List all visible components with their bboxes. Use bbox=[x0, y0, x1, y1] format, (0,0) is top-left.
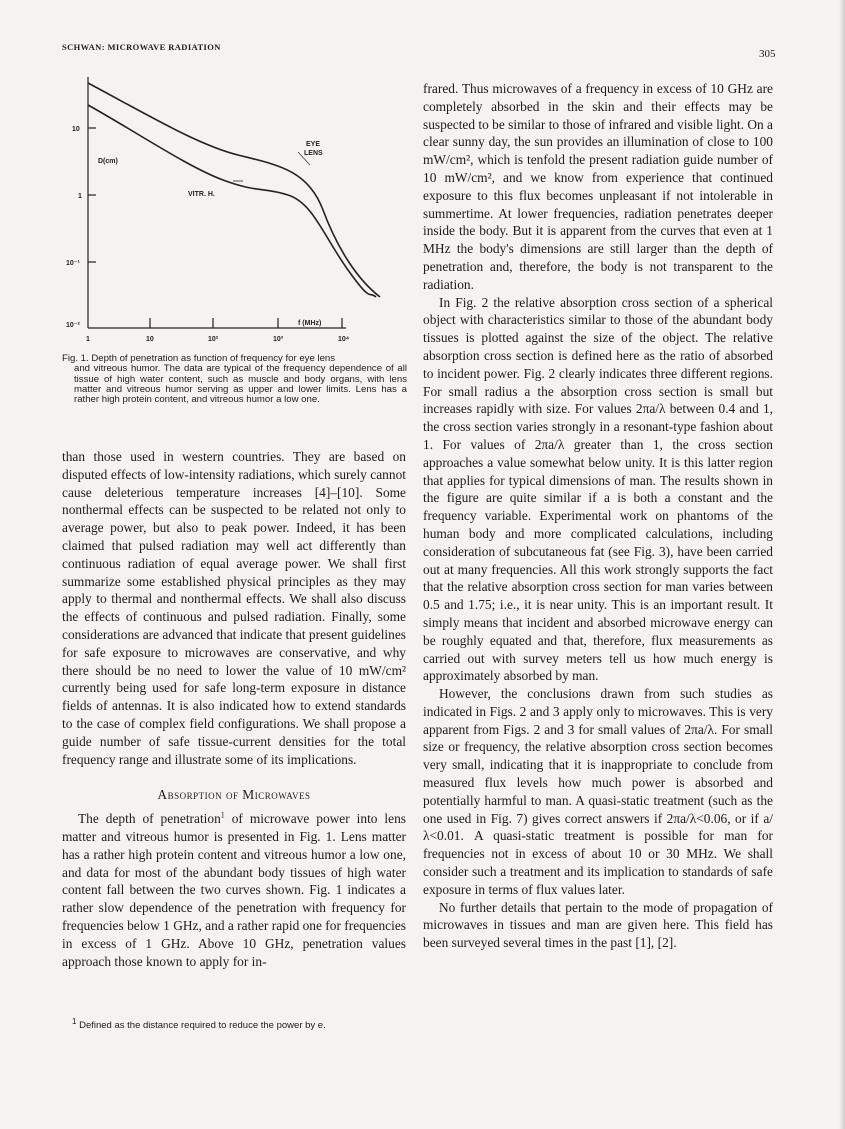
left-paragraph-2 bbox=[62, 810, 406, 970]
section-heading: Absorption of Microwaves bbox=[157, 787, 311, 803]
x-tick-1: 1 bbox=[86, 336, 90, 343]
x-tick-10-2: 10² bbox=[208, 336, 219, 343]
vitreous-humor-curve bbox=[88, 105, 376, 297]
right-column bbox=[423, 80, 773, 952]
right-paragraph-3: However, the conclusions drawn from such studies as indicated in Figs. 2 and 3 apply only to microwaves. This is very apparent from Figs. 2 and 3 for small values of 2πa/λ. For small size or frequency, the relative absorption cross section becomes very small, indicating that it is inappropriate to conclude from measured flux levels how much power is absorbed and potentially harmful to man. A quasi-static treatment (such as the one used in Fig. 7) gives correct answers if 2πa/λ<0.06, or if a/λ<0.01. A quasi-static treatment is possible for man for frequencies not in excess of about 10 or 30 MHz. We shall consider such a treatment and its implication to standards of safe exposure in terms of flux values later. bbox=[423, 686, 773, 897]
right-paragraph-4: No further details that pertain to the mode of propagation of microwaves in tissues and man are given here. This field has been surveyed several times in the past [1], [2]. bbox=[423, 899, 773, 951]
y-tick-10-1: 10⁻¹ bbox=[66, 260, 80, 267]
running-head: SCHWAN: MICROWAVE RADIATION bbox=[62, 42, 221, 52]
right-paragraph-2: In Fig. 2 the relative absorption cross section of a spherical object with characteristics similar to those of the abundant body tissues is plotted against the size of the object. The relative absorption cross section is defined here as the ratio of absorbed to incident power. Fig. 2 clearly indicates three different regions. For small radius a the absorption cross section is small but increases rapidly with size. For values 2πa/λ between 0.4 and 1, the cross section varies strongly in a resonant-type fashion about 1. For values of 2πa/λ greater than 1, the cross section approaches a value somewhat below unity. It is this latter region that applies for typical dimensions of man. The results shown in the figure are quite similar if a is both a constant and the frequency variable. Experimental work on phantoms of the human body and more complicated calculations, including consideration of subcutaneous fat (see Fig. 3), have been carried out at many frequencies. All this work strongly supports the fact that the relative absorption cross section for man varies between 0.5 and 1.75; i.e., it is near unity. This is an important result. It simply means that incident and absorbed microwave energy can be roughly equated and that, therefore, flux measurements as carried out with survey meters tell us how much energy is approximately absorbed by man. bbox=[423, 294, 773, 684]
eye-label: EYE bbox=[306, 141, 321, 148]
x-tick-10-4: 10⁴ bbox=[338, 336, 350, 343]
footnote bbox=[72, 1016, 392, 1031]
y-tick-10-2: 10⁻² bbox=[66, 322, 80, 329]
figure-1 bbox=[58, 75, 408, 350]
page-edge-shadow bbox=[839, 0, 845, 1129]
p2-start: The depth of penetration bbox=[78, 811, 221, 827]
page-number: 305 bbox=[759, 48, 776, 60]
footnote-text: Defined as the distance required to reduce the power by e. bbox=[76, 1020, 326, 1031]
x-tick-10-3: 10³ bbox=[273, 336, 284, 343]
y-tick-1: 1 bbox=[78, 193, 82, 200]
caption-lead: Fig. 1. Depth of penetration as function of frequency for eye lens bbox=[62, 353, 336, 364]
p2-end: of microwave power into lens matter and vitreous humor is presented in Fig. 1. Lens matter has a rather high protein content and vitreous humor a low one, and data for most of the abundant body tissues of high water content fall between the two curves shown. Fig. 1 indicates a rather slow dependence of the penetration with frequency for frequencies below 1 GHz, and a rather rapid one for frequencies in excess of 1 GHz. Above 10 GHz, penetration values approach those known to apply for in- bbox=[62, 811, 406, 969]
left-column bbox=[62, 448, 406, 970]
y-tick-10: 10 bbox=[72, 126, 80, 133]
caption-rest: and vitreous humor. The data are typical of the frequency dependence of all tissue of high water content, such as muscle and body organs, with lens matter and vitreous humor serving as upper and lower limits. Lens has a rather high protein content, and vitreous humor a low one. bbox=[74, 363, 407, 406]
penetration-depth-plot bbox=[58, 75, 408, 350]
right-paragraph-1: frared. Thus microwaves of a frequency in excess of 10 GHz are completely absorbed in the skin and their effects may be suspected to be similar to those of infrared and visible light. On a clear sunny day, the sun provides an illumination of close to 100 mW/cm², which is tenfold the present radiation guide number of 10 mW/cm², and we know from experience that continued exposure to this flux becomes unpleasant if not intolerable in summertime. At lower frequencies, radiation penetrates deeper inside the body. But it is apparent from the curves that even at 1 MHz the body's dimensions are still larger than the depth of penetration and, therefore, the body is not transparent to the radiation. bbox=[423, 81, 773, 292]
x-axis-label: f (MHz) bbox=[298, 320, 322, 327]
footnote-mark: 1 bbox=[72, 1016, 77, 1026]
vitreous-label: VITR. H. bbox=[188, 191, 215, 198]
footnote-ref: 1 bbox=[220, 810, 225, 820]
figure-caption bbox=[62, 354, 407, 405]
y-axis-label: D(cm) bbox=[98, 158, 118, 165]
x-tick-10: 10 bbox=[146, 336, 154, 343]
lens-label: LENS bbox=[304, 150, 323, 157]
eye-lens-curve bbox=[88, 83, 380, 297]
left-paragraph-1: than those used in western countries. They are based on disputed effects of low-intensity radiations, which surely cannot cause deleterious temperature increases [4]–[10]. Some nonthermal effects can be suspected to be related not only to average power, but also to peak power. Indeed, it has been claimed that pulsed radiation may well act differently than continuous radiation of equal average power. We shall first summarize some established physical principles as they may apply to thermal and nonthermal effects. We shall also discuss the effects of continuous and pulsed radiation. Finally, some considerations are advanced that indicate that present guidelines for safe exposure to microwaves are conservative, and why there should be no need to lower the value of 10 mW/cm² currently being used for safe long-term exposure in distance fields of antennas. It is also indicated how to extend standards to the case of complex field configurations. We shall propose a guide number of safe tissue-current densities for the total frequency range and illustrate some of its implications. bbox=[62, 449, 406, 767]
